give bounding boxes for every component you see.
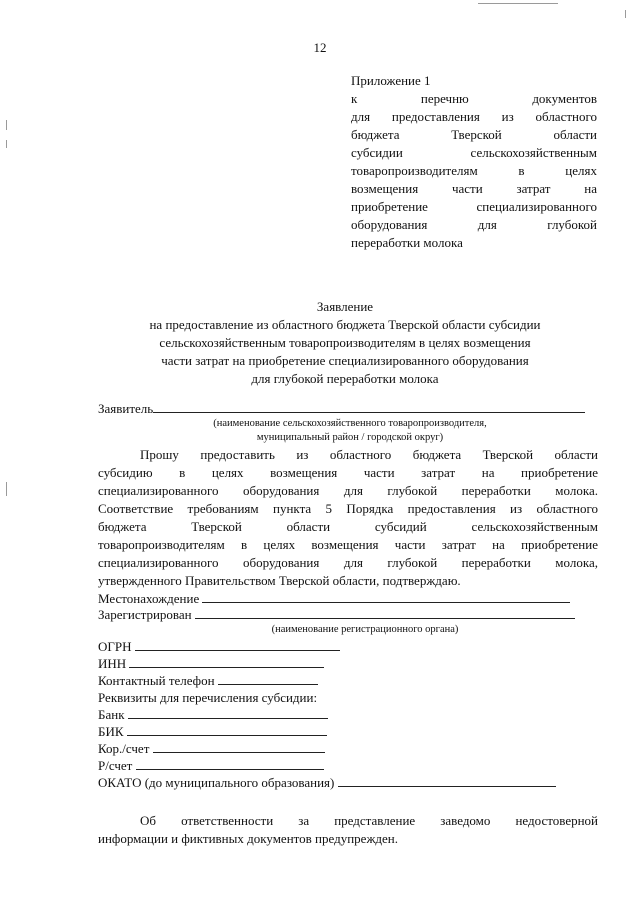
applicant-row [98, 400, 585, 418]
document-title [0, 298, 640, 388]
registered-row [98, 606, 575, 624]
bank-label: Банк [98, 707, 125, 722]
appendix-line: товаропроизводителям в целях [351, 163, 597, 178]
registered-input-line[interactable] [195, 606, 575, 619]
appendix-line: возмещения части затрат на [351, 181, 597, 196]
title-line: на предоставление из областного бюджета Тверской области субсидии [149, 317, 541, 332]
ogrn-input-line[interactable] [135, 638, 340, 651]
applicant-caption-line: (наименование сельскохозяйственного товаропроизводителя, [213, 418, 487, 429]
ogrn-row [98, 638, 340, 656]
title-line: сельскохозяйственным товаропроизводителям в целях возмещения [159, 335, 531, 350]
location-label: Местонахождение [98, 591, 200, 606]
bank-row [98, 706, 328, 724]
page-number: 12 [313, 40, 327, 55]
appendix-line: приобретение специализированного [351, 199, 597, 214]
paragraph-line: Соответствие требованиям пункта 5 Порядка предоставления из областного [98, 501, 598, 516]
account-row [98, 757, 324, 775]
bank-input-line[interactable] [128, 706, 328, 719]
okato-row [98, 774, 556, 792]
appendix-header [351, 72, 597, 252]
scan-mark [625, 10, 626, 18]
applicant-label: Заявитель [98, 401, 154, 416]
appendix-line: бюджета Тверской области [351, 127, 597, 142]
title-line: для глубокой переработки молока [251, 371, 439, 386]
appendix-line: к перечню документов [351, 91, 597, 106]
registered-label: Зарегистрирован [98, 607, 192, 622]
phone-label: Контактный телефон [98, 673, 215, 688]
paragraph-line: Прошу предоставить из областного бюджета Тверской области [140, 447, 598, 462]
paragraph-line: бюджета Тверской области субсидий сельскохозяйственным [98, 519, 598, 534]
applicant-input-line[interactable] [153, 400, 585, 413]
bik-input-line[interactable] [127, 723, 327, 736]
appendix-line: для предоставления из областного [351, 109, 597, 124]
paragraph-line: товаропроизводителям в целях возмещения части затрат на приобретение [98, 537, 598, 552]
bik-label: БИК [98, 724, 124, 739]
paragraph-line: специализированного оборудования для глубокой переработки молока. [98, 483, 598, 498]
appendix-line: оборудования для глубокой [351, 217, 597, 232]
paragraph-line: утвержденного Правительством Тверской области, подтверждаю. [98, 573, 461, 588]
scan-mark [478, 3, 558, 4]
inn-row [98, 655, 324, 673]
scan-mark [6, 140, 7, 148]
applicant-caption [160, 417, 540, 445]
okato-label: ОКАТО (до муниципального образования) [98, 775, 335, 790]
registered-caption: (наименование регистрационного органа) [271, 624, 459, 635]
applicant-caption-line: муниципальный район / городской округ) [256, 432, 444, 443]
location-input-line[interactable] [202, 590, 570, 603]
inn-label: ИНН [98, 656, 127, 671]
warning-line: информации и фиктивных документов предупрежден. [98, 831, 399, 846]
appendix-line: субсидии сельскохозяйственным [351, 145, 597, 160]
paragraph-line: субсидию в целях возмещения части затрат на приобретение [98, 465, 598, 480]
request-paragraph [98, 446, 598, 590]
requisites-heading: Реквизиты для перечисления субсидии: [98, 690, 318, 705]
responsibility-warning [98, 812, 598, 848]
bik-row [98, 723, 327, 741]
corr-account-label: Кор./счет [98, 741, 150, 756]
paragraph-line: специализированного оборудования для глубокой переработки молока, [98, 555, 598, 570]
warning-line: Об ответственности за представление заведомо недостоверной [140, 813, 598, 828]
account-label: Р/счет [98, 758, 133, 773]
appendix-line: переработки молока [351, 235, 463, 250]
title-line: части затрат на приобретение специализированного оборудования [161, 353, 529, 368]
scan-mark [6, 120, 7, 130]
okato-input-line[interactable] [338, 774, 556, 787]
appendix-line: Приложение 1 [351, 73, 431, 88]
phone-row [98, 672, 318, 690]
inn-input-line[interactable] [129, 655, 324, 668]
ogrn-label: ОГРН [98, 639, 132, 654]
corr-account-input-line[interactable] [153, 740, 325, 753]
title-line: Заявление [316, 299, 374, 314]
account-input-line[interactable] [136, 757, 324, 770]
phone-input-line[interactable] [218, 672, 318, 685]
scan-mark [6, 482, 7, 496]
corr-account-row [98, 740, 325, 758]
